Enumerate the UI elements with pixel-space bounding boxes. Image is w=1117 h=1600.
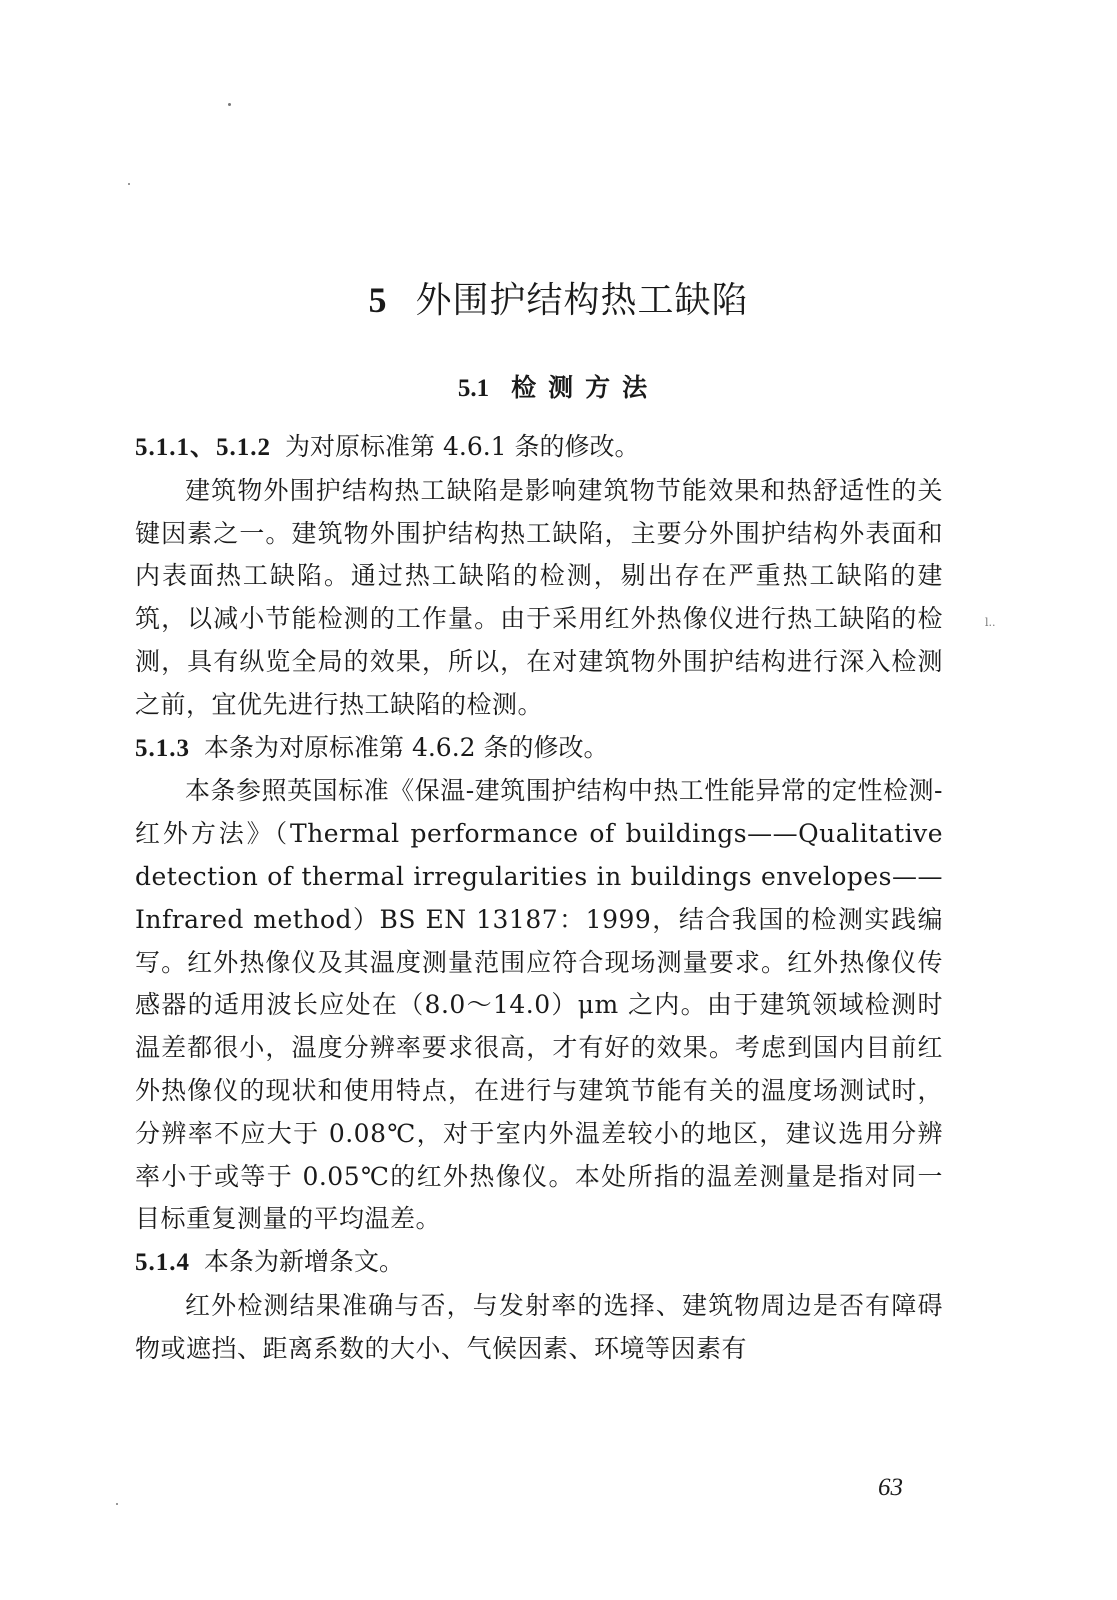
clause-paragraph: 本条参照英国标准《保温-建筑围护结构中热工性能异常的定性检测-红外方法》（Thermal performance of buildings——Qualitative detection of thermal irregularities in buildings envelopes——Infrared method）BS EN 13187：1999，结合我国的检测实践编写。红外热像仪及其温度测量范围应符合现场测量要求。红外热像仪传感器的适用波长应处在（8.0～14.0）μm 之内。由于建筑领域检测时温差都很小，温度分辨率要求很高，才有好的效果。考虑到国内目前红外热像仪的现状和使用特点，在进行与建筑节能有关的温度场测试时，分辨率不应大于 0.08℃，对于室内外温差较小的地区，建议选用分辨率小于或等于 0.05℃的红外热像仪。本处所指的温差测量是指对同一目标重复测量的平均温差。 <box>135 776 943 1234</box>
section-number: 5.1 <box>457 375 490 402</box>
clause-paragraph: 建筑物外围护结构热工缺陷是影响建筑物节能效果和热舒适性的关键因素之一。建筑物外围护结构热工缺陷，主要分外围护结构外表面和内表面热工缺陷。通过热工缺陷的检测，剔出存在严重热工缺陷的建筑，以减小节能检测的工作量。由于采用红外热像仪进行热工缺陷的检测，具有纵览全局的效果，所以，在对建筑物外围护结构进行深入检测之前，宜优先进行热工缺陷的检测。 <box>135 475 943 719</box>
clause-heading <box>135 727 943 771</box>
chapter-title <box>0 272 1117 323</box>
clause-number: 5.1.3 <box>135 734 190 762</box>
clause-text: 为对原标准第 4.6.1 条的修改。 <box>285 432 640 461</box>
section-title <box>0 368 1117 404</box>
clause-number: 5.1.1、5.1.2 <box>135 434 272 461</box>
clause-text: 本条为对原标准第 4.6.2 条的修改。 <box>204 732 609 762</box>
scan-speck <box>116 1503 118 1505</box>
scan-speck <box>228 103 231 106</box>
scan-speck <box>128 183 130 185</box>
clause-heading <box>135 1241 943 1285</box>
clause-paragraph: 红外检测结果准确与否，与发射率的选择、建筑物周边是否有障碍物或遮挡、距离系数的大小、气候因素、环境等因素有 <box>135 1290 943 1363</box>
clause-text: 本条为新增条文。 <box>204 1247 405 1277</box>
margin-mark: l.. <box>985 616 996 629</box>
clause-number: 5.1.4 <box>135 1249 190 1277</box>
section-title-text: 检测方法 <box>511 373 660 402</box>
page-number: 63 <box>878 1474 903 1501</box>
body-text <box>135 426 943 1371</box>
chapter-title-text: 外围护结构热工缺陷 <box>415 280 749 321</box>
chapter-number: 5 <box>368 280 388 320</box>
clause-heading <box>135 426 943 470</box>
